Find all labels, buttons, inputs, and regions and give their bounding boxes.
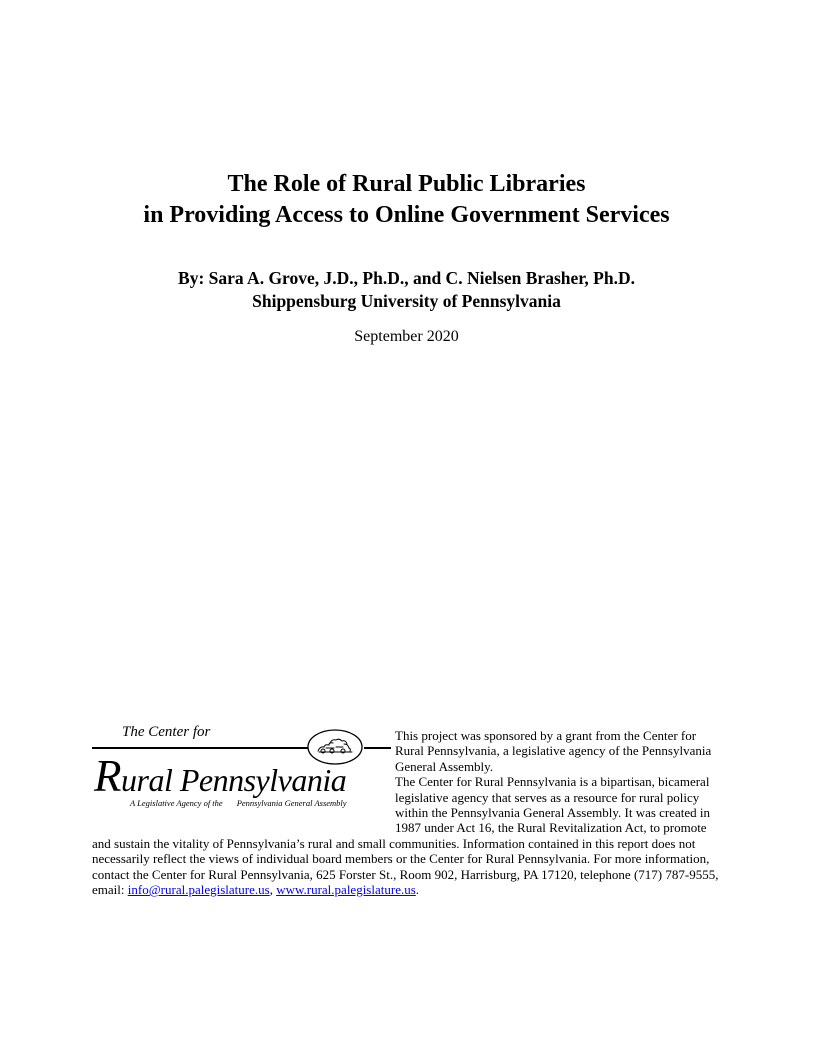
logo-tagline-left: A Legislative Agency of the xyxy=(130,798,223,808)
title-line-2: in Providing Access to Online Government Services xyxy=(143,202,670,228)
sponsor-paragraph-2-text: The Center for Rural Pennsylvania is a bipartisan, bicameral legislative agency that serves as a resource for rural policy within the Pennsylvania General Assembly. It was created in 1987 under Act 16, the Rural Revitalization Act, to promote and sustain the vitality of Pennsylvania’s rural and small communities. Information contained in this report does not necessarily reflect the views of individual board members or the Center for Rural Pennsylvania. For more information, contact the Center for Rural Pennsylvania, 625 Forster St., Room 902, Harrisburg, PA 17120, telephone (717) 787-9555, email: xyxy=(92,774,719,898)
sponsor-paragraph-1: This project was sponsored by a grant from the Center for Rural Pennsylvania, a legislative agency of the Pennsylvania General Assembly. xyxy=(395,728,712,774)
logo-tagline xyxy=(130,796,347,811)
logo-main-text: Rural Pennsylvania xyxy=(94,751,347,801)
authors-line: By: Sara A. Grove, J.D., Ph.D., and C. Nielsen Brasher, Ph.D. xyxy=(178,268,635,288)
page-title xyxy=(0,169,813,231)
publication-date: September 2020 xyxy=(354,328,459,345)
byline-block xyxy=(0,267,813,313)
sponsor-block xyxy=(92,724,724,898)
logo-rule-right xyxy=(364,747,391,749)
sentence-period: . xyxy=(415,882,420,898)
website-link[interactable]: www.rural.palegislature.us xyxy=(276,882,416,898)
link-separator: , xyxy=(269,882,277,898)
center-for-rural-pennsylvania-logo xyxy=(92,724,391,821)
affiliation-line: Shippensburg University of Pennsylvania xyxy=(252,291,561,311)
email-link[interactable]: info@rural.palegislature.us xyxy=(127,882,270,898)
logo-top-text: The Center for xyxy=(122,724,211,740)
title-line-1: The Role of Rural Public Libraries xyxy=(227,171,586,197)
logo-tagline-right: Pennsylvania General Assembly xyxy=(236,798,347,808)
